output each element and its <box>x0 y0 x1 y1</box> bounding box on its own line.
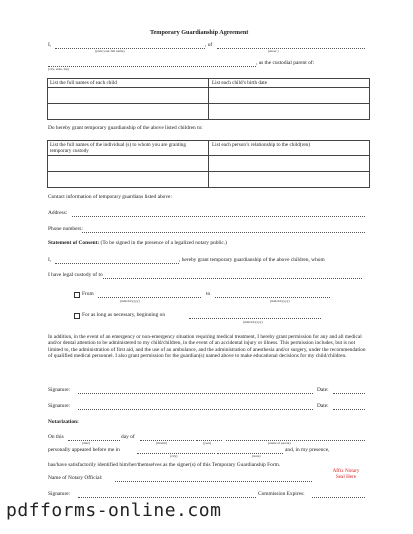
date2-field[interactable] <box>333 409 365 410</box>
phone-field[interactable] <box>82 232 365 233</box>
notary-month-field[interactable] <box>140 440 194 441</box>
date1-label: Date: <box>317 387 329 393</box>
appeared-text: personally appeared before me in <box>48 447 120 453</box>
label-city-state-zip: (city, state, zip) <box>48 67 69 71</box>
signature2-field[interactable] <box>78 409 313 410</box>
and-in-text: and, in my presence, <box>285 447 330 453</box>
parent-name-field[interactable] <box>55 48 205 49</box>
label-street: (street ) <box>268 49 279 53</box>
children-col-names: List the full names of each child <box>50 80 117 86</box>
notary-parent-field[interactable] <box>226 440 365 441</box>
notary-signature-field[interactable] <box>78 497 256 498</box>
address-label: Address: <box>48 210 68 216</box>
notary-name-label: Name of Notary Official: <box>48 475 103 481</box>
to-date-field[interactable] <box>215 297 330 298</box>
custodial-parent-text: , as the custodial parent of: <box>256 60 315 66</box>
beginning-date-format: (mm/dd/yyyy) <box>243 320 263 324</box>
to-date-format: (mm/dd/yyyy) <box>270 299 290 303</box>
notary-name-field[interactable] <box>115 481 312 482</box>
label-notary-year: (year) <box>203 441 212 445</box>
label-notary-month: (month) <box>156 441 167 445</box>
notary-signature-label: Signature: <box>48 491 71 497</box>
notary-date-field[interactable] <box>68 440 120 441</box>
commission-field[interactable] <box>312 497 365 498</box>
consent-name-field[interactable] <box>55 263 179 264</box>
commission-label: Commission Expires: <box>258 491 305 497</box>
from-label: From <box>82 291 94 297</box>
identified-text: has/have satisfactorily identified him/her/themselves as the signer(s) of this Temporary Guardianship Form. <box>48 462 281 468</box>
long-as-checkbox[interactable] <box>74 313 80 319</box>
guardians-col-names: List the full names of the individual (s) to whom you are granting temporary custody <box>50 142 186 154</box>
signature2-label: Signature: <box>48 403 71 409</box>
grant-text: Do hereby grant temporary guardianship of the above listed children to: <box>48 125 203 131</box>
label-notary-city: (city) <box>170 454 178 458</box>
label-notary-parent: (name of parent) <box>268 441 291 445</box>
watermark: pdfforms-online.com <box>6 500 222 521</box>
children-table <box>47 78 370 120</box>
to-label: to <box>206 291 211 297</box>
notary-state-field[interactable] <box>217 453 283 454</box>
document-title: Temporary Guardianship Agreement <box>150 29 249 36</box>
emergency-paragraph: In addition, in the event of an emergency or non-emergency situation requiring medical treatment, I hereby grant permission for any and all medical and/or dental attention to be administered to my child/children, in the event of an accidental injury or illness. This permission includes, but is not limited to, the administration of first aid, and the use of an ambulance, and the administration of anesthesia and/or surgery, under the recommendation of qualified medical personnel. I also grant permission for the guardian(s) named above to make educational decisions for my child/children. <box>48 334 366 360</box>
phone-label: Phone numbers: <box>48 226 83 232</box>
beginning-date-field[interactable] <box>189 318 321 319</box>
day-of-label: day of <box>121 434 135 440</box>
from-date-format: (mm/dd/yyyy) <box>120 299 140 303</box>
date2-label: Date: <box>317 403 329 409</box>
on-this-label: On this <box>48 434 64 440</box>
guardians-table <box>47 140 370 188</box>
from-date-field[interactable] <box>98 297 201 298</box>
signature1-field[interactable] <box>78 393 313 394</box>
parent-prefix: I, <box>48 42 52 48</box>
parent-city-field[interactable] <box>48 66 256 67</box>
from-to-checkbox[interactable] <box>74 292 80 298</box>
children-col-birthdates: List each child’s birth date <box>212 80 268 86</box>
custody-field[interactable] <box>103 278 362 279</box>
label-notary-date: (date) <box>82 441 90 445</box>
signature1-label: Signature: <box>48 387 71 393</box>
date1-field[interactable] <box>333 393 365 394</box>
parent-of-label: , of <box>205 42 213 48</box>
consent-heading: Statement of Consent: (To be signed in the presence of a legalized notary public.) <box>48 240 227 246</box>
parent-street-field[interactable] <box>217 48 365 49</box>
consent-grant-text: , hereby grant temporary guardianship of the above children, whom <box>179 257 325 263</box>
consent-i-label: I, <box>48 257 52 263</box>
guardians-col-relationship: List each person’s relationship to the child(ren) <box>212 142 310 148</box>
custody-text: I have legal custody of to <box>48 272 103 278</box>
label-notary-state: (state) <box>252 454 261 458</box>
contact-heading: Contact information of temporary guardians listed above: <box>48 194 172 200</box>
label-print-name: (print your full name) <box>95 49 125 53</box>
address-field[interactable] <box>72 216 365 217</box>
notarization-heading: Notarization: <box>48 419 79 425</box>
affix-seal-note: Affix Notary Seal Here <box>332 468 360 480</box>
long-as-label: For as long as necessary, beginning on <box>82 312 166 318</box>
